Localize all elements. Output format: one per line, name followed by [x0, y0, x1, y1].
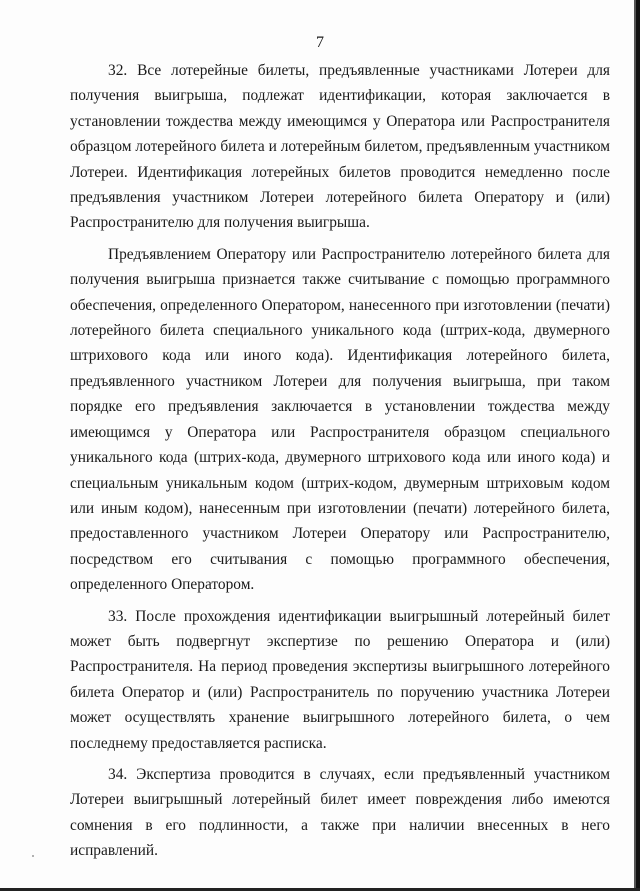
page-number: 7: [316, 34, 324, 51]
paragraph-32-continued: Предъявлением Оператору или Распространителю лотерейного билета для получения выигрыша признается также считывание с помощью программного обеспечения, определенного Оператором, нанесенного при изготовлении (печати) лотерейного билета специального уникального кода (штрих-кода, двумерного штрихового кода или иного кода). Идентификация лотерейного билета, предъявленного участником Лотереи для получения выигрыша, при таком порядке его предъявления заключается в установлении тождества между имеющимся у Оператора или Распространителя образцом специального уникального кода (штрих-кода, двумерного штрихового кода или иного кода) и специальным уникальным кодом (штрих-кодом, двумерным штриховым кодом или иным кодом), нанесенным при изготовлении (печати) лотерейного билета, предоставленного участником Лотереи Оператору или Распространителю, посредством его считывания с помощью программного обеспечения, определенного Оператором.: [70, 245, 610, 594]
document-body: [70, 58, 610, 864]
paragraph-33: 33. После прохождения идентификации выигрышный лотерейный билет может быть подвергнут экспертизе по решению Оператора и (или) Распространителя. На период проведения экспертизы выигрышного лотерейного билета Оператор и (или) Распространитель по поручению участника Лотереи может осуществлять хранение выигрышного лотерейного билета, о чем последнему предоставляется расписка.: [70, 607, 610, 752]
scan-edge-right: [636, 0, 640, 891]
paragraph-32: 32. Все лотерейные билеты, предъявленные участниками Лотереи для получения выигрыша, подлежат идентификации, которая заключается в установлении тождества между имеющимся у Оператора или Распространителя образцом лотерейного билета и лотерейным билетом, предъявленным участником Лотереи. Идентификация лотерейных билетов проводится немедленно после предъявления участником Лотереи лотерейного билета Оператору и (или) Распространителю для получения выигрыша.: [70, 62, 610, 232]
paragraph-34: 34. Экспертиза проводится в случаях, если предъявленный участником Лотереи выигрышный лотерейный билет имеет повреждения либо имеются сомнения в его подлинности, а также при наличии внесенных в него исправлений.: [70, 765, 610, 860]
scan-speck: [32, 855, 34, 857]
